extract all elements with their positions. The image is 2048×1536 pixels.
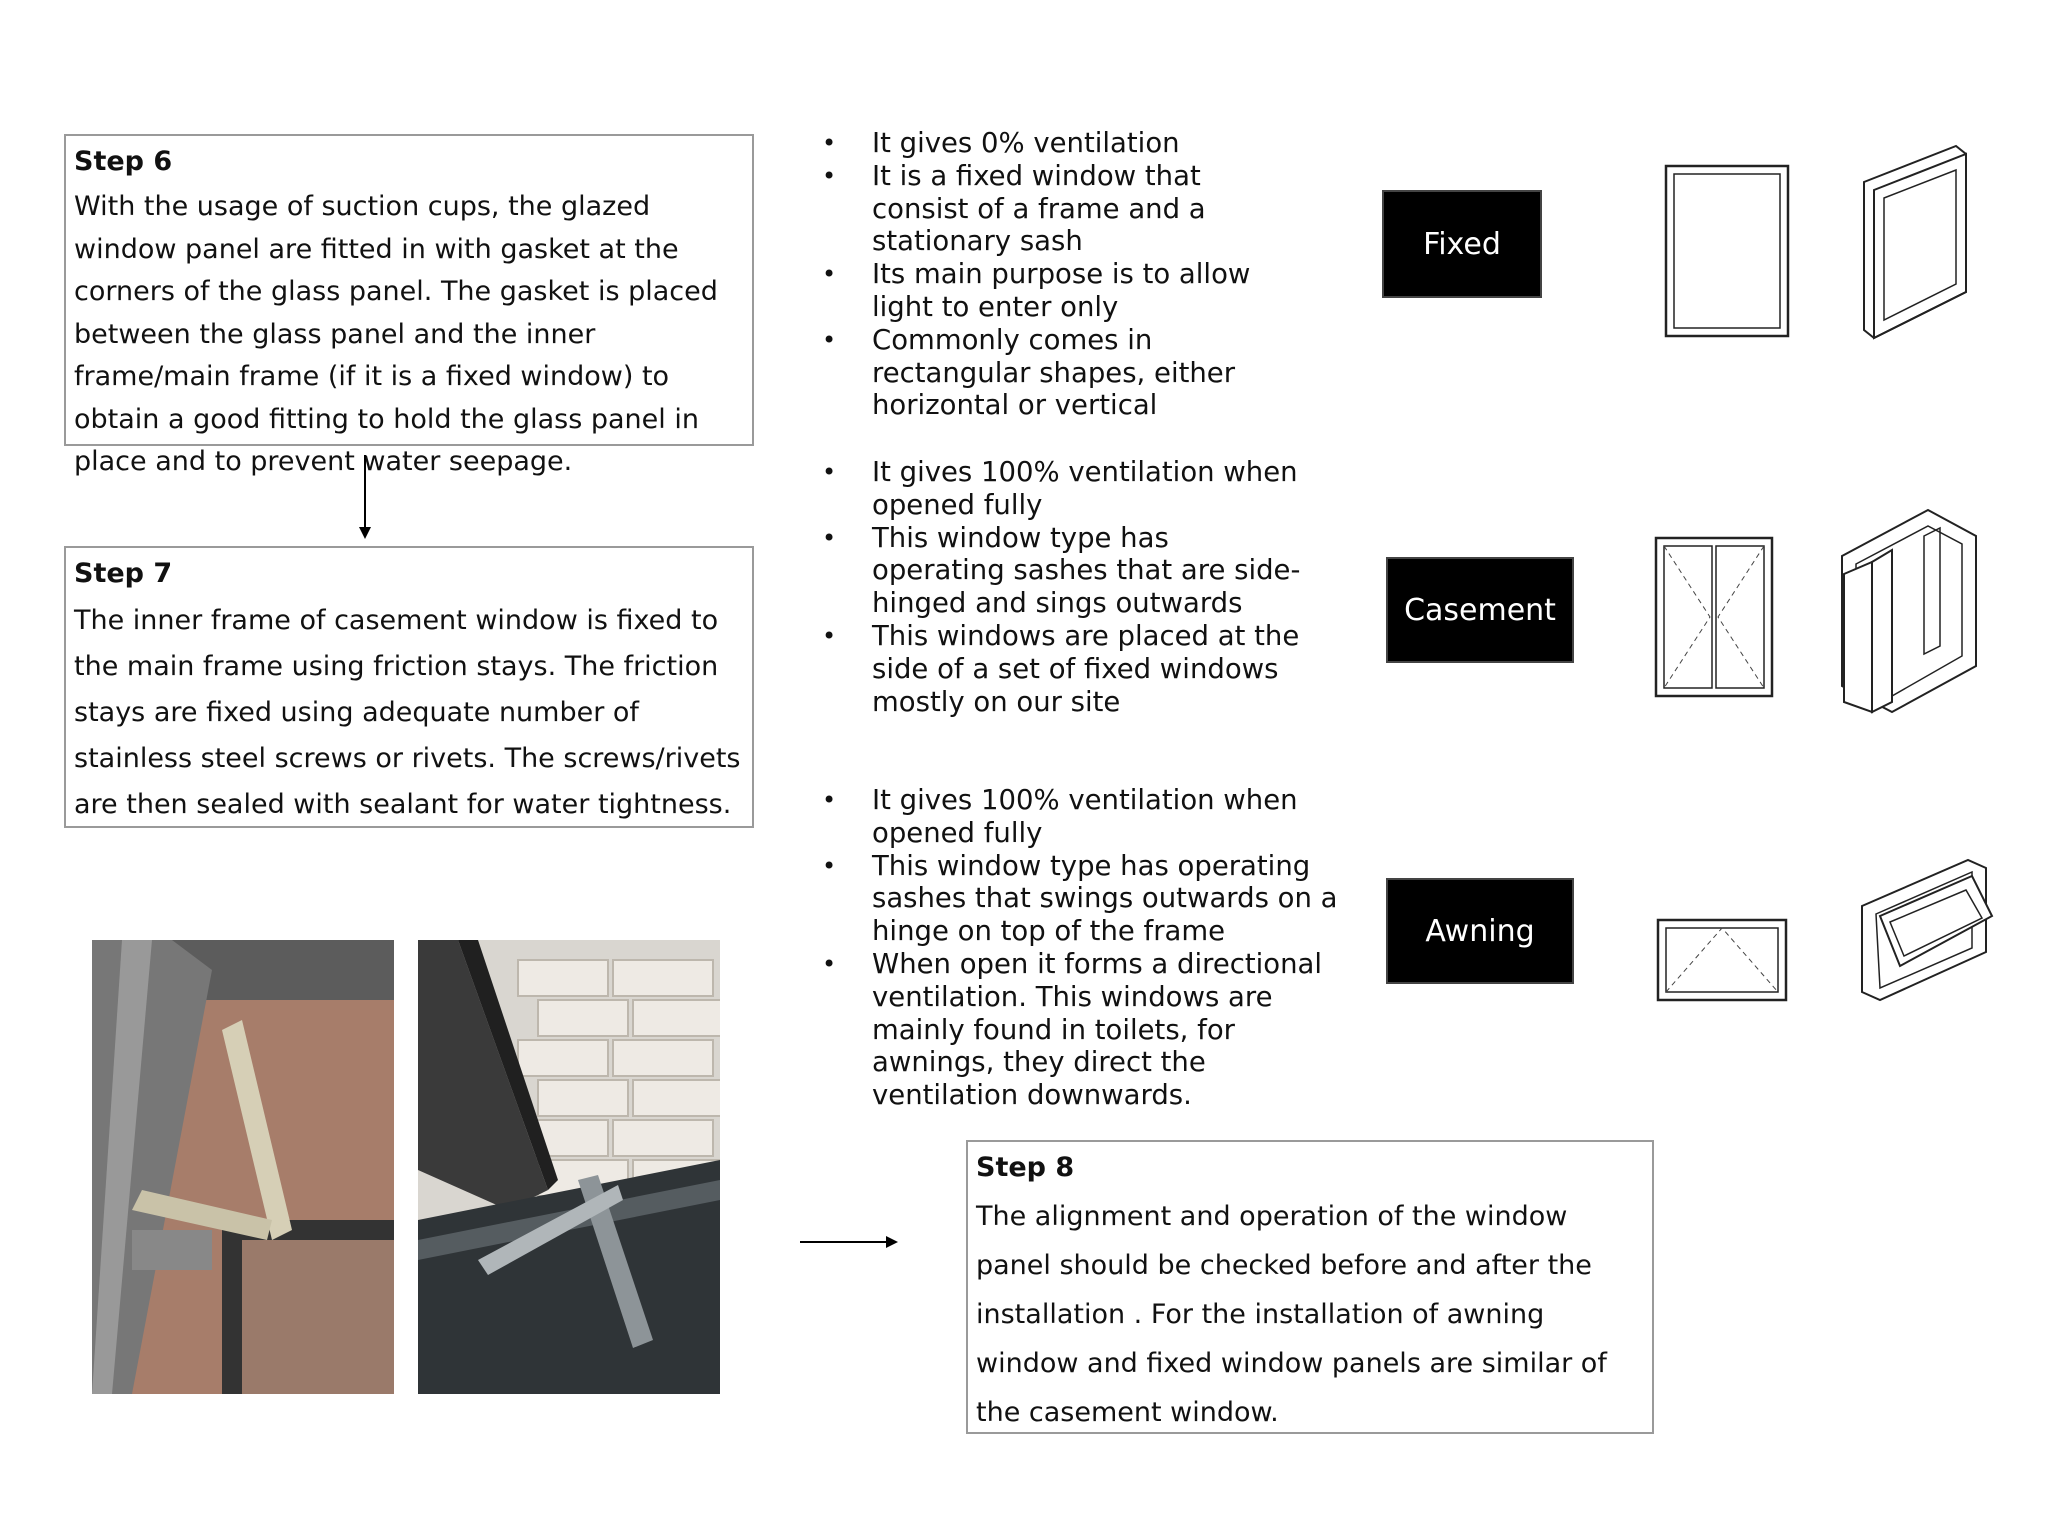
casement-bullets (822, 456, 1302, 718)
friction-stay-photo-right (418, 940, 720, 1394)
step-7-body: The inner frame of casement window is fixed to the main frame using friction stays. The friction stays are fixed using adequate number of stainless steel screws or rivets. The screws/rivets are then sealed with sealant for water tightness. (74, 605, 741, 820)
list-item: • It is a fixed window that consist of a frame and a stationary sash (822, 160, 1302, 258)
list-item: • This windows are placed at the side of a set of fixed windows mostly on our site (822, 620, 1302, 718)
casement-window-3d-icon (1836, 506, 1986, 718)
fixed-label: Fixed (1382, 190, 1542, 298)
step-7-box (64, 546, 754, 828)
arrow-down-icon (355, 455, 375, 539)
list-item: • This window type has operating sashes that swings outwards on a hinge on top of the frame (822, 850, 1352, 948)
awning-window-3d-icon (1856, 856, 1996, 1004)
list-item: • When open it forms a directional ventilation. This windows are mainly found in toilets, for awnings, they direct the ventilation downwards. (822, 948, 1352, 1112)
arrow-right-icon (800, 1232, 900, 1252)
list-item: • Its main purpose is to allow light to enter only (822, 258, 1302, 324)
fixed-window-3d-icon (1860, 142, 1970, 342)
fixed-bullets (822, 127, 1302, 422)
fixed-window-icon (1662, 162, 1792, 342)
list-item: • Commonly comes in rectangular shapes, either horizontal or vertical (822, 324, 1302, 422)
friction-stay-photo-left (92, 940, 394, 1394)
step-6-body: With the usage of suction cups, the glazed window panel are fitted in with gasket at the corners of the glass panel. The gasket is placed between the glass panel and the inner frame/main frame (if it is a fixed window) to obtain a good fitting to hold the glass panel in place and to prevent water seepage. (74, 191, 718, 477)
awning-window-icon (1654, 916, 1790, 1004)
step-8-box (966, 1140, 1654, 1434)
casement-window-icon (1652, 534, 1776, 700)
awning-label: Awning (1386, 878, 1574, 984)
list-item: • It gives 0% ventilation (822, 127, 1302, 160)
step-6-title: Step 6 (74, 146, 173, 177)
step-6-box (64, 134, 754, 477)
list-item: • It gives 100% ventilation when opened fully (822, 784, 1352, 850)
step-8-title: Step 8 (976, 1152, 1075, 1183)
step-8-body: The alignment and operation of the window panel should be checked before and after the installation . For the installation of awning window and fixed window panels are similar of the casement window. (976, 1201, 1607, 1428)
list-item: • It gives 100% ventilation when opened fully (822, 456, 1302, 522)
step-7-title: Step 7 (74, 558, 173, 589)
casement-label: Casement (1386, 557, 1574, 663)
list-item: • This window type has operating sashes that are side-hinged and sings outwards (822, 522, 1302, 620)
awning-bullets (822, 784, 1352, 1112)
